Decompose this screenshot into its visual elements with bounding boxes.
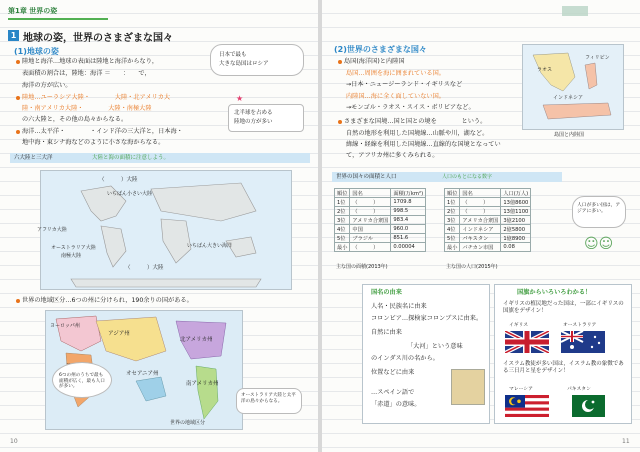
text-borders: さまざまな国境…国と国との境を という。: [344, 118, 487, 125]
text-landlocked-examples: →モンゴル・ラオス・スイス・ボリビアなど。: [346, 104, 475, 111]
text-oceans-2: 地中海・東シナ海などのように小さな海からなる。: [22, 139, 165, 146]
australia-flag-icon: [561, 331, 605, 353]
map3-label-philippines: フィリピン: [585, 55, 610, 61]
text-line-borders-1: 緯線・経線を利用した国境線…直線的な国境となってい: [346, 141, 501, 148]
table-cell: バチカン市国: [460, 243, 501, 252]
table-row: [445, 234, 531, 243]
table-cell: （ ）: [350, 243, 391, 252]
table-cell: （ ）: [460, 198, 501, 207]
text-land-sea-1: 陸地と海洋…地球の表面は陸地と海洋からなり，: [22, 58, 159, 65]
malaysia-flag-icon: [505, 395, 549, 417]
table-cell: 3位: [335, 216, 350, 225]
region-label-north-america: 北アメリカ州: [180, 337, 213, 343]
table-cell: ブラジル: [350, 234, 391, 243]
text-continents-2: 陸・南アメリカ大陸・ 大陸・南極大陸: [22, 105, 152, 112]
text-oceans-1: 海洋…太平洋・ ・インド洋の三大洋と，日本海・: [22, 128, 183, 135]
flag-text-2: イスラム教徒が多い国は，イスラム教の象徴である三日月と星をデザイン！: [503, 361, 624, 374]
map2-caption: 世界の地域区分: [170, 420, 206, 426]
chapter-underline: [8, 18, 108, 20]
table-header-cell: 国名: [460, 189, 501, 198]
subsection-title-earth: (1)地球の姿: [14, 47, 59, 56]
map1-label-largest-ocean: いちばん大きい海洋: [187, 243, 233, 249]
table-cell: 1709.8: [391, 198, 426, 207]
se-asia-map: [522, 44, 624, 130]
bullet-icon: [338, 120, 342, 124]
subsection-title-countries: (2)世界のさまざまな国々: [334, 45, 427, 54]
table-cell: 2位: [445, 207, 460, 216]
table-row: [335, 234, 426, 243]
origin-text-5: のインダス川の名から。: [371, 355, 439, 362]
table-cell: パキスタン: [460, 234, 501, 243]
text-island-landlocked: 島国(海洋国)と内陸国: [344, 58, 405, 65]
map1-label-australia: オーストラリア大陸: [51, 245, 96, 251]
left-page: [0, 0, 318, 452]
table-cell: 851.6: [391, 234, 426, 243]
origin-text-6: 位置などに由来: [371, 369, 415, 376]
table-cell: 2位: [335, 207, 350, 216]
flag-label-australia: オーストラリア: [563, 323, 597, 328]
table-cell: 998.5: [391, 207, 426, 216]
table-cell: インドネシア: [460, 225, 501, 234]
chapter-title: 第1章 世界の姿: [8, 7, 58, 15]
table-cell: （ ）: [350, 207, 391, 216]
region-note-text: 6つの州のうちで最も面積が広く，最も人口が多い。: [59, 373, 105, 389]
table-cell: （ ）: [350, 198, 391, 207]
table-cell: 0.00004: [391, 243, 426, 252]
right-page: [322, 0, 640, 452]
bullet-icon: [16, 96, 20, 100]
bullet-icon: [16, 130, 20, 134]
origin-text-1: 人名・民族名に由来: [371, 303, 427, 310]
flag-box-title: 国旗からいろいろわかる！: [517, 289, 592, 296]
text-line-borders-2: て，アフリカ州に多くみられる。: [346, 152, 439, 159]
text-island-def: 島国…周囲を海に囲まれている国。: [346, 70, 445, 77]
population-note-text: 人口が多い国は，アジアに多い。: [577, 203, 621, 214]
origin-text-3: 自然に由来: [371, 329, 402, 336]
flag-text-1: イギリスの植民地だった国は，一部にイギリスの国旗をデザイン！: [503, 301, 624, 314]
region-label-oceania: オセアニア州: [126, 371, 159, 377]
table-header-cell: 人口(万人): [501, 189, 531, 198]
area-table-caption: 主な国の面積(2013年): [336, 264, 388, 270]
region-label-asia: アジア州: [108, 331, 130, 337]
map1-label-smallest: いちばん小さい大陸: [107, 191, 153, 197]
world-map-continents: [37, 170, 292, 290]
origin-text-4: 「大河」という意味: [407, 343, 463, 350]
table-row: [335, 216, 426, 225]
country-name-origin-box: [362, 284, 490, 424]
page-number-left: 10: [10, 438, 18, 445]
map1-note: 大陸と海の面積に注意しよう。: [92, 155, 170, 161]
text-world-regions: 世界の地域区分…6つの州に分けられ，190余りの国がある。: [22, 297, 193, 304]
table-row: [445, 216, 531, 225]
table-cell: 4位: [445, 225, 460, 234]
table-cell: 5位: [335, 234, 350, 243]
table-header-cell: 順位: [445, 189, 460, 198]
table-cell: 960.0: [391, 225, 426, 234]
region-label-europe: ヨーロッパ州: [50, 323, 80, 329]
map1-label-africa: アフリカ大陸: [37, 227, 67, 233]
table-row: [335, 207, 426, 216]
ecuador-map-icon: [451, 369, 485, 405]
map3-label-laos: ラオス: [537, 67, 552, 73]
flag-label-uk: イギリス: [509, 323, 529, 328]
origin-text-7: …スペイン語で: [371, 389, 415, 396]
table-cell: アメリカ合衆国: [350, 216, 391, 225]
table-cell: 13億1100: [501, 207, 531, 216]
map1-label-sa: （ ）大陸: [125, 265, 164, 271]
map3-caption: 島国と内陸国: [554, 132, 585, 138]
table-row: [335, 225, 426, 234]
bubble-text-1: 日本で最も: [219, 52, 247, 58]
table-cell: （ ）: [460, 207, 501, 216]
world-map-svg: [41, 171, 291, 289]
table-cell: 最小: [335, 243, 350, 252]
table-cell: 3位: [445, 216, 460, 225]
text-continents-1: 陸地…ユーラシア大陸・ 大陸・北アメリカ大: [22, 94, 171, 101]
table-header-cell: 順位: [335, 189, 350, 198]
table-row: [445, 198, 531, 207]
table-row: [335, 198, 426, 207]
area-table: [334, 188, 426, 252]
flag-label-pakistan: パキスタン: [567, 387, 591, 392]
table-cell: 2億5800: [501, 225, 531, 234]
pakistan-flag-icon: [561, 395, 605, 417]
table-row: [335, 189, 426, 198]
population-table-caption: 主な国の人口(2015年): [446, 264, 498, 270]
table-cell: 1位: [445, 198, 460, 207]
table-row: [445, 225, 531, 234]
table-box-sub: 人口のもとになる数字: [442, 174, 493, 180]
flag-box: [494, 284, 632, 424]
table-header-cell: 国名: [350, 189, 391, 198]
table-cell: 中国: [350, 225, 391, 234]
bullet-icon: [16, 299, 20, 303]
table-cell: 1億8900: [501, 234, 531, 243]
map1-title: 六大陸と三大洋: [14, 155, 53, 161]
uk-flag-icon: [505, 331, 549, 353]
text-island-examples: →日本・ニュージーランド・イギリスなど: [346, 81, 463, 88]
text-land-sea-3: 海洋の方が広い。: [22, 82, 72, 89]
population-table: [444, 188, 531, 252]
text-landlocked-def: 内陸国…海に全く面していない国。: [346, 93, 445, 100]
text-continents-3: の六大陸と，その他の島々からなる。: [22, 116, 128, 123]
region-note-oceania: [236, 388, 302, 414]
region-note-asia: [52, 362, 112, 398]
section-number: 1: [8, 30, 19, 41]
table-cell: 3億2100: [501, 216, 531, 225]
page-number-right: 11: [622, 438, 630, 445]
table-cell: 0.08: [501, 243, 531, 252]
table-cell: 最小: [445, 243, 460, 252]
region-note2-text: オーストラリア大陸と太平洋の島々からなる。: [241, 393, 296, 404]
children-illustration-icon: ☺☺: [584, 236, 614, 252]
table-cell: アメリカ合衆国: [460, 216, 501, 225]
table-header-cell: 面積(万km²): [391, 189, 426, 198]
speech-bubble-population: [572, 196, 626, 228]
hint-text-2: 陸地の方が多い: [234, 119, 273, 125]
origin-box-title: 国名の由来: [371, 289, 402, 296]
map3-label-indonesia: インドネシア: [553, 95, 583, 101]
hint-text-1: 北半球を占める: [234, 110, 273, 116]
table-row: [445, 207, 531, 216]
origin-text-2: コロンビア…探検家コロンブスに由来。: [371, 315, 483, 322]
speech-bubble-islands: [210, 44, 304, 76]
table-cell: 1位: [335, 198, 350, 207]
text-natural-borders: 自然の地形を利用した国境線…山脈や川，湖など。: [346, 130, 489, 137]
table-cell: 5位: [445, 234, 460, 243]
bullet-icon: [338, 60, 342, 64]
table-row: [445, 189, 531, 198]
table-row: [335, 243, 426, 252]
bubble-text-2: 大きな島国はロシア: [219, 61, 269, 67]
sticky-tab-top: [562, 6, 588, 16]
table-row: [445, 243, 531, 252]
hint-box-hemisphere: [228, 104, 304, 132]
point-mark-icon: ★: [236, 94, 244, 103]
text-land-sea-2: 表面積の割合は，陸地：海洋 ＝ ： で，: [22, 70, 151, 77]
table-cell: 983.4: [391, 216, 426, 225]
page-title: 地球の姿，世界のさまざまな国々: [23, 33, 173, 44]
table-box-title: 世界の国々の面積と人口: [336, 174, 397, 180]
origin-text-8: 「赤道」の意味。: [371, 401, 421, 408]
table-cell: 13億8600: [501, 198, 531, 207]
table-cell: 4位: [335, 225, 350, 234]
map1-label-antarctica: 南極大陸: [61, 253, 82, 259]
bullet-icon: [16, 60, 20, 64]
region-label-south-america: 南アメリカ州: [186, 381, 219, 387]
map1-label-na: （ ）大陸: [99, 177, 138, 183]
flag-label-malaysia: マレーシア: [509, 387, 533, 392]
